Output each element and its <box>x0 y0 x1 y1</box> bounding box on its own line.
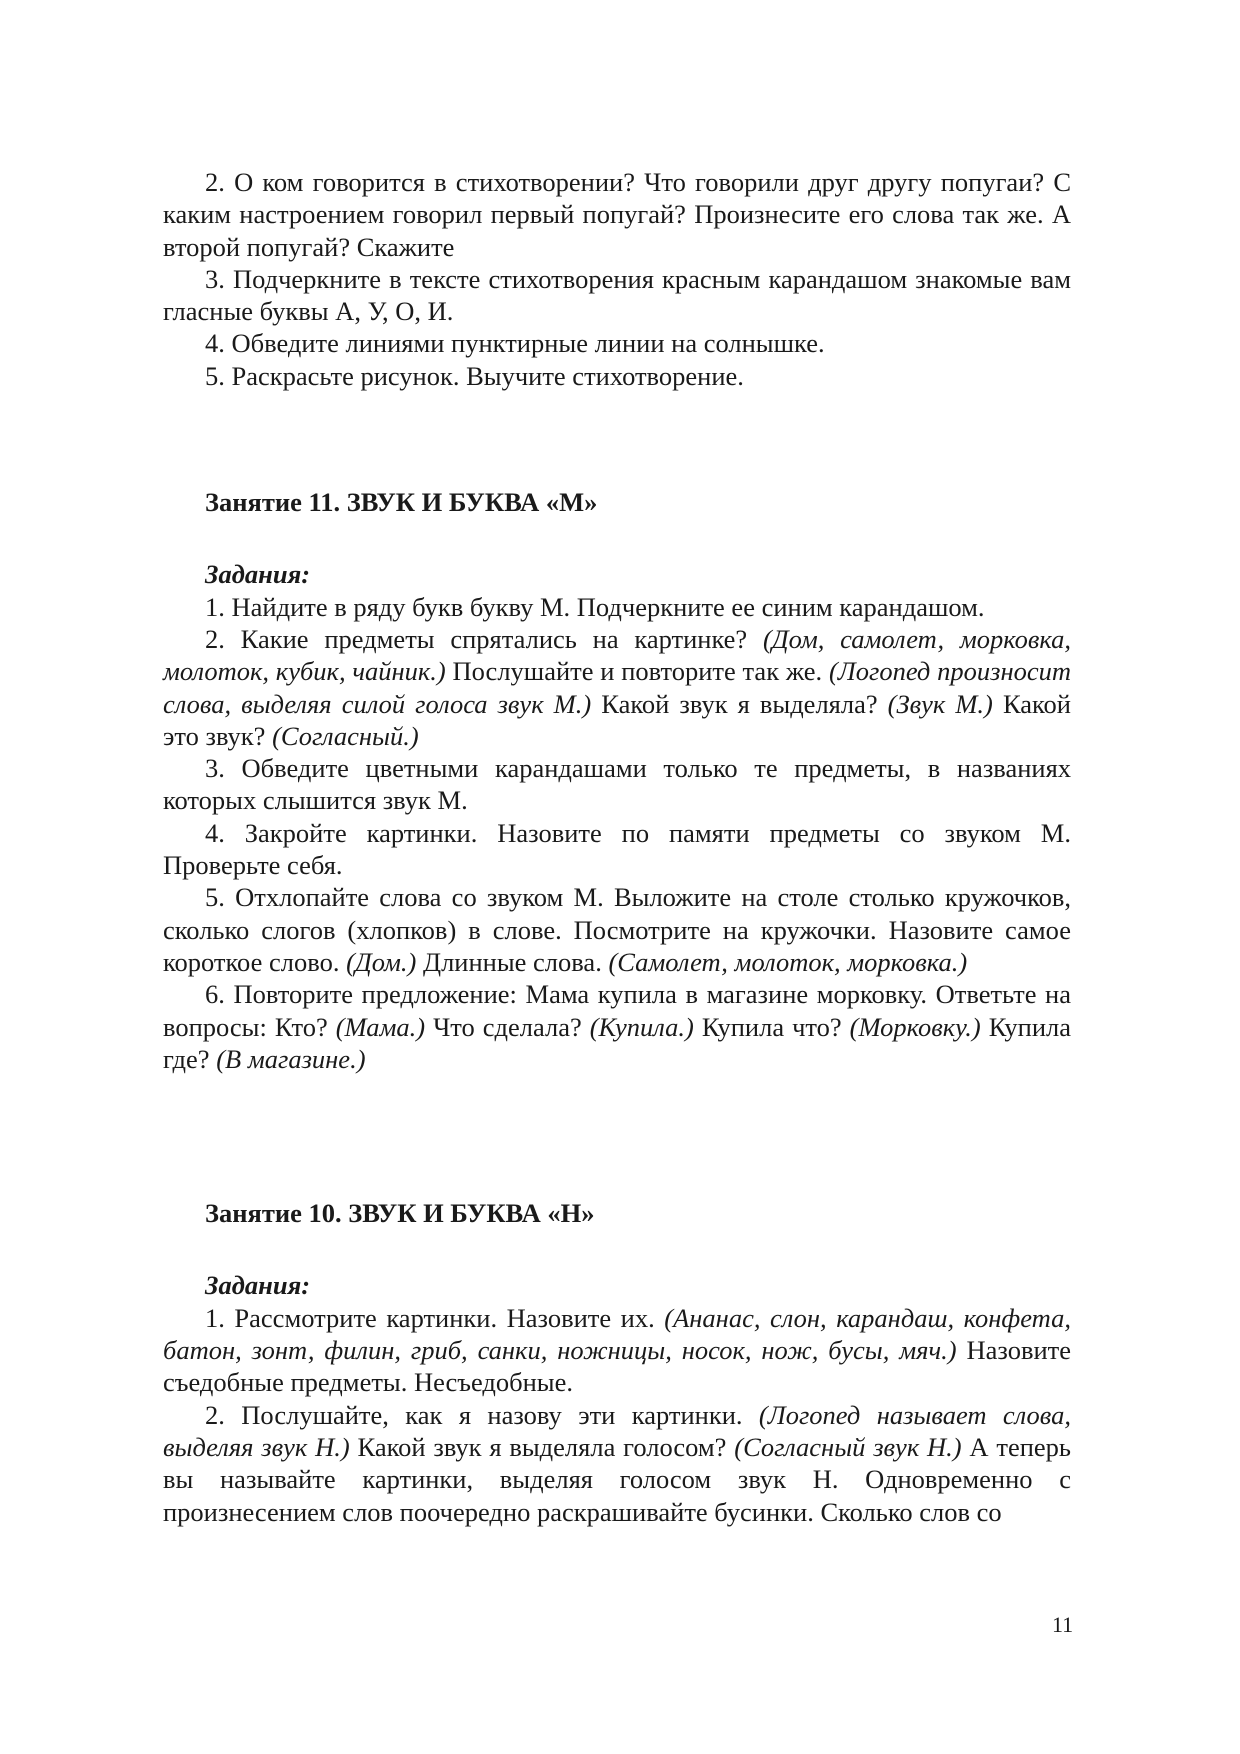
italic-answer-text: (Согласный.) <box>272 720 419 751</box>
task-number: 2. <box>205 623 241 654</box>
task-text: Какой звук я выделяла? <box>591 688 888 719</box>
section-spacer <box>163 1075 1071 1197</box>
section-spacer <box>163 392 1071 486</box>
task-text: Длинные слова. <box>416 946 609 977</box>
task-text: Купила что? <box>693 1011 850 1042</box>
italic-answer-text: (В магазине.) <box>216 1043 366 1074</box>
italic-answer-text: (Морковку.) <box>849 1011 981 1042</box>
task-item <box>163 623 1071 752</box>
task-number: 6. <box>205 979 234 1010</box>
task-list <box>163 591 1071 1075</box>
task-text: Повторите предложение: Мама купила в магазине морковку. Ответьте на вопросы: Кто? <box>163 979 1071 1042</box>
task-item <box>163 263 1071 328</box>
italic-answer-text: (Дом, самолет, морковка, молоток, кубик, чайник.) <box>163 623 1071 687</box>
task-item <box>163 591 1071 623</box>
task-text: Что сделала? <box>425 1011 590 1042</box>
task-number: 5. <box>205 882 236 913</box>
task-text: Обведите линиями пунктирные линии на солнышке. <box>231 328 825 359</box>
task-number: 5. <box>205 360 232 391</box>
task-number: 1. <box>205 591 232 622</box>
lesson-title: Занятие 10. ЗВУК И БУКВА «Н» <box>205 1198 595 1229</box>
task-item <box>163 166 1071 263</box>
italic-answer-text: (Логопед называет слова, выделяя звук Н.) <box>163 1399 1072 1462</box>
task-item <box>163 360 1071 392</box>
tasks-label: Задания: <box>205 1270 311 1301</box>
task-text: Найдите в ряду букв букву М. Подчеркните ее синим карандашом. <box>231 591 985 622</box>
italic-answer-text: (Мама.) <box>335 1011 426 1042</box>
task-number: 2. <box>205 167 235 197</box>
task-text: Закройте картинки. Назовите по памяти предметы со звуком М. Проверьте себя. <box>163 817 1071 881</box>
previous-lesson-continuation <box>163 166 1071 392</box>
task-text: Отхлопайте слова со звуком М. Выложите на столе столько кружочков, сколько слогов (хлопков) в слове. Посмотрите на кружочки. Назовите самое короткое слово. <box>163 882 1071 977</box>
task-item <box>163 327 1071 359</box>
task-number: 4. <box>205 328 232 359</box>
heading-spacer <box>163 518 1071 558</box>
lesson-11 <box>163 486 1071 1075</box>
lesson-10 <box>163 1197 1071 1528</box>
task-text: Какой это звук? <box>163 688 1071 751</box>
task-text: Обведите цветными карандашами только те предметы, в названиях которых слышится звук М. <box>163 753 1072 816</box>
italic-answer-text: (Звук М.) <box>887 688 993 719</box>
task-number: 2. <box>205 1399 242 1430</box>
italic-answer-text: (Купила.) <box>589 1011 694 1042</box>
italic-answer-text: (Самолет, молоток, морковка.) <box>608 946 968 977</box>
task-item <box>163 881 1071 978</box>
italic-answer-text: (Ананас, слон, карандаш, конфета, батон, зонт, филин, гриб, санки, ножницы, носок, нож, бусы, мяч.) <box>163 1302 1071 1366</box>
task-text: Послушайте и повторите так же. <box>445 656 829 687</box>
task-text: А теперь вы называйте картинки, выделяя голосом звук Н. Одновременно с произнесением слов поочередно раскрашивайте бусинки. Сколько слов со <box>163 1431 1072 1527</box>
task-item <box>163 1302 1071 1399</box>
italic-answer-text: (Логопед произносит слова, выделяя силой голоса звук М.) <box>163 656 1071 719</box>
italic-answer-text: (Согласный звук Н.) <box>734 1431 962 1462</box>
task-text: Послушайте, как я назову эти картинки. <box>241 1399 759 1430</box>
task-text: Раскрасьте рисунок. Выучите стихотворение. <box>231 360 744 391</box>
task-text: Рассмотрите картинки. Назовите их. <box>234 1302 665 1333</box>
task-text: Подчеркните в тексте стихотворения красным карандашом знакомые вам гласные буквы А, У, О, И. <box>163 263 1072 327</box>
task-list <box>163 1302 1071 1528</box>
task-number: 4. <box>205 817 245 848</box>
document-page <box>163 166 1071 1528</box>
page-number: 11 <box>1052 1612 1074 1637</box>
italic-answer-text: (Дом.) <box>346 946 417 977</box>
task-number: 3. <box>205 263 233 294</box>
task-number: 3. <box>205 753 242 784</box>
task-text: Купила где? <box>163 1011 1071 1074</box>
task-number: 1. <box>205 1302 235 1333</box>
task-item <box>163 1399 1071 1528</box>
lesson-title: Занятие 11. ЗВУК И БУКВА «М» <box>205 487 598 518</box>
task-text: Назовите съедобные предметы. Несъедобные. <box>163 1335 1071 1398</box>
heading-spacer <box>163 1229 1071 1269</box>
task-item <box>163 817 1071 882</box>
task-text: Какой звук я выделяла голосом? <box>349 1431 735 1462</box>
task-item <box>163 978 1071 1075</box>
task-text: Какие предметы спрятались на картинке? <box>240 623 763 654</box>
task-item <box>163 752 1071 817</box>
task-text: О ком говорится в стихотворении? Что говорили друг другу попугаи? С каким настроением говорил первый попугай? Произнесите его слова так же. А второй попугай? Скажите <box>163 167 1071 262</box>
tasks-label: Задания: <box>205 559 311 590</box>
